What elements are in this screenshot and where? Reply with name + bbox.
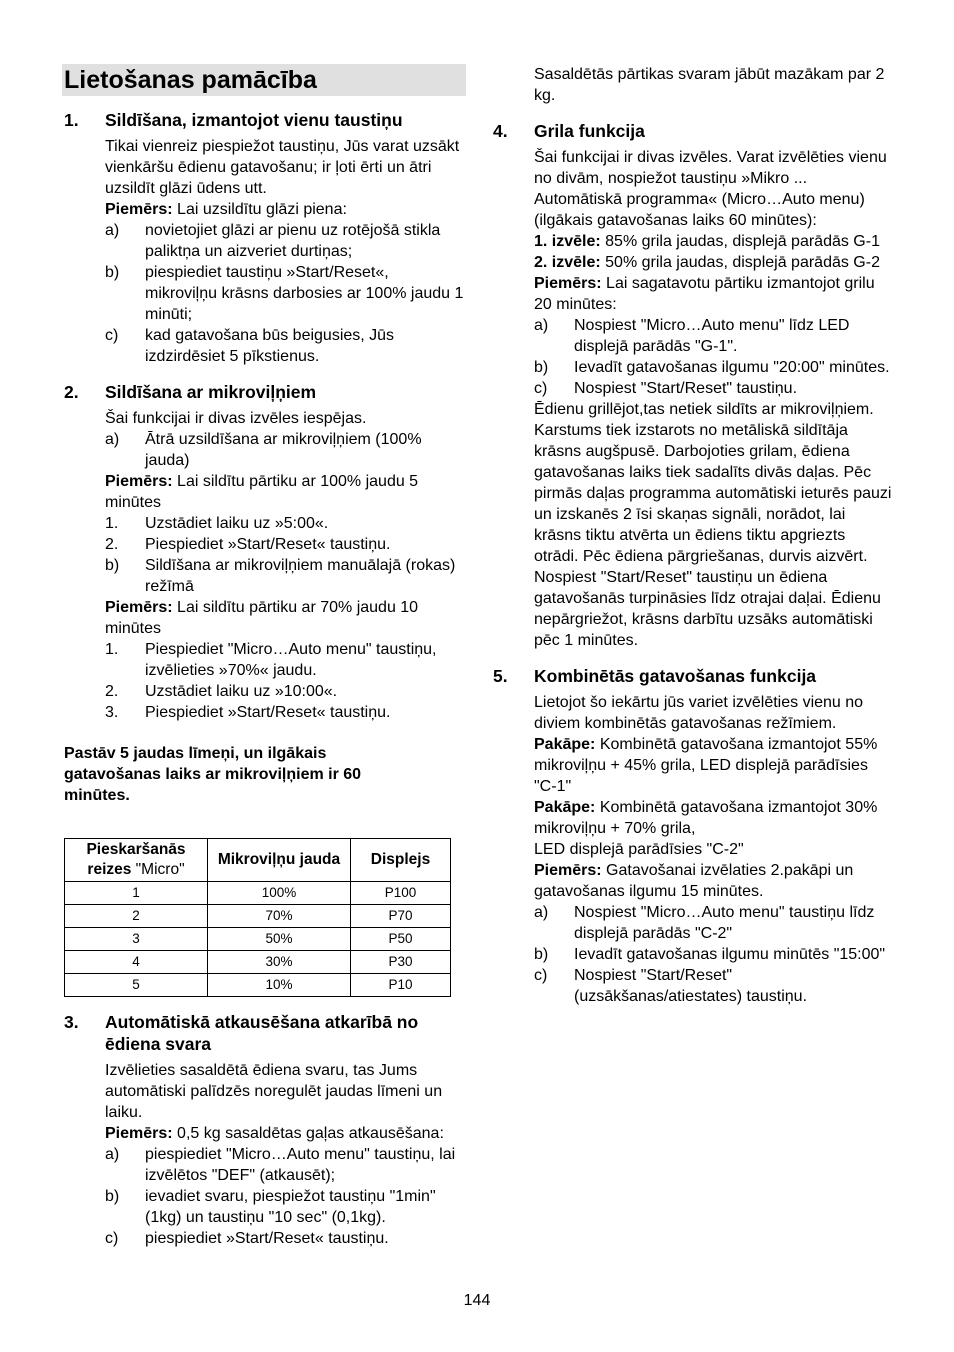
mode-label: Pakāpe: <box>534 736 596 753</box>
paragraph: Tikai vienreiz piespiežot taustiņu, Jūs varat uzsākt vienkāršu ēdienu gatavošanu; ir ļoti ērti un ātri uzsildīt glāzi ūdens utt. <box>105 138 460 197</box>
list-text: Uzstādiet laiku uz »10:00«. <box>145 683 338 700</box>
section-3-heading <box>64 1011 464 1055</box>
table-cell: 3 <box>65 928 208 951</box>
right-column <box>493 64 893 1007</box>
section-5-body <box>534 692 893 1007</box>
example-line <box>534 273 893 315</box>
list-marker: 1. <box>105 641 119 658</box>
section-2-heading <box>64 381 464 403</box>
col-header-display: Displejs <box>351 839 451 882</box>
list-item <box>105 555 464 597</box>
example-text: 0,5 kg sasaldētas gaļas atkausēšana: <box>172 1125 444 1142</box>
list-marker: c) <box>534 967 548 984</box>
example-label: Piemērs: <box>105 599 173 616</box>
table-cell: 2 <box>65 905 208 928</box>
list-text: Piespiediet »Start/Reset« taustiņu. <box>145 704 391 721</box>
list-marker: b) <box>534 359 549 376</box>
example-line <box>105 1123 464 1144</box>
list-text: piespiediet taustiņu »Start/Reset«, mikroviļņu krāsns darbosies ar 100% jaudu 1 minūti; <box>145 264 464 323</box>
section-number: 5. <box>493 666 508 686</box>
section-title: Sildīšana, izmantojot vienu taustiņu <box>105 110 403 130</box>
list-marker: b) <box>534 946 549 963</box>
list-marker: c) <box>534 380 548 397</box>
list-marker: b) <box>105 264 120 281</box>
col-header-presses: Pieskaršanās reizes "Micro" <box>65 839 208 882</box>
list-item <box>105 681 464 702</box>
section-4-body <box>534 147 893 651</box>
list-marker: a) <box>534 317 549 334</box>
list-item <box>105 702 464 723</box>
list-item <box>105 1144 464 1186</box>
list-text: Piespiediet »Start/Reset« taustiņu. <box>145 536 391 553</box>
list-text: Ievadīt gatavošanas ilgumu minūtēs "15:00" <box>574 946 886 963</box>
example-label: Piemērs: <box>105 1125 173 1142</box>
list-marker: b) <box>105 1188 120 1205</box>
list-item <box>105 1186 464 1228</box>
list-item <box>105 513 464 534</box>
mode-line-continued: LED displejā parādīsies "C-2" <box>534 841 744 858</box>
table-cell: P100 <box>351 882 451 905</box>
table-cell: 30% <box>208 951 351 974</box>
list-marker: 3. <box>105 704 119 721</box>
table-cell: 1 <box>65 882 208 905</box>
section-1-body <box>105 136 464 367</box>
choice-line <box>534 231 893 252</box>
list-text: Uzstādiet laiku uz »5:00«. <box>145 515 329 532</box>
example-label: Piemērs: <box>105 473 173 490</box>
mode-line <box>534 797 893 839</box>
list-item <box>105 325 464 367</box>
section-number: 1. <box>64 110 79 130</box>
list-text: piespiediet "Micro…Auto menu" taustiņu, lai izvēlētos "DEF" (atkausēt); <box>145 1146 456 1184</box>
table-header-row <box>65 839 451 882</box>
section-4-heading <box>493 120 893 142</box>
choice-text: 50% grila jaudas, displejā parādās G-2 <box>600 254 880 271</box>
choice-text: 85% grila jaudas, displejā parādās G-1 <box>600 233 880 250</box>
table-cell: 70% <box>208 905 351 928</box>
list-item <box>534 944 893 965</box>
list-item <box>534 902 893 944</box>
table-row <box>65 951 451 974</box>
list-item <box>105 262 464 325</box>
power-levels-table <box>64 838 451 997</box>
section-number: 4. <box>493 121 508 141</box>
list-text: Nospiest "Start/Reset" taustiņu. <box>574 380 798 397</box>
table-cell: 4 <box>65 951 208 974</box>
list-text: novietojiet glāzi ar pienu uz rotējošā stikla paliktņa un aizveriet durtiņas; <box>145 222 441 260</box>
section-number: 2. <box>64 382 79 402</box>
paragraph: Sasaldētās pārtikas svaram jābūt mazākam par 2 kg. <box>534 66 885 104</box>
example-text: Lai sildītu pārtiku ar 70% jaudu 10 minūtes <box>105 599 419 637</box>
section-1-heading <box>64 109 464 131</box>
list-item <box>534 378 893 399</box>
paragraph: Lietojot šo iekārtu jūs variet izvēlēties vienu no diviem kombinētās gatavošanas režīmiem. <box>534 694 864 732</box>
table-cell: 50% <box>208 928 351 951</box>
list-marker: a) <box>105 1146 120 1163</box>
list-text: Sildīšana ar mikroviļņiem manuālajā (rokas) režīmā <box>145 557 456 595</box>
list-text: ievadiet svaru, piespiežot taustiņu "1min" (1kg) un taustiņu "10 sec" (0,1kg). <box>145 1188 436 1226</box>
mode-line <box>534 734 893 797</box>
list-text: Nospiest "Micro…Auto menu" taustiņu līdz displejā parādās "C-2" <box>574 904 875 942</box>
example-line <box>105 199 464 220</box>
choice-label: 2. izvēle: <box>534 254 601 271</box>
list-marker: a) <box>534 904 549 921</box>
list-item <box>105 1228 464 1249</box>
paragraph: Šai funkcijai ir divas izvēles. Varat izvēlēties vienu no divām, nospiežot taustiņu »Mikro ... Automātiskā programma« (Micro…Auto menu) (ilgākais gatavošanas laiks 60 minūtes): <box>534 149 887 229</box>
section-title: Kombinētās gatavošanas funkcija <box>534 666 817 686</box>
example-label: Piemērs: <box>534 275 602 292</box>
example-label: Piemērs: <box>105 201 173 218</box>
example-text: Gatavošanai izvēlaties 2.pakāpi un gatavošanas ilgumu 15 minūtes. <box>534 862 854 900</box>
mode-text: Kombinētā gatavošana izmantojot 55% mikroviļņu + 45% grila, LED displejā parādīsies "C-1" <box>534 736 878 795</box>
list-marker: 1. <box>105 515 119 532</box>
col-header-power: Mikroviļņu jauda <box>208 839 351 882</box>
page-title: Lietošanas pamācība <box>62 64 466 96</box>
section-title: Sildīšana ar mikroviļņiem <box>105 382 317 402</box>
example-text: Lai sagatavotu pārtiku izmantojot grilu 20 minūtes: <box>534 275 875 313</box>
table-cell: P30 <box>351 951 451 974</box>
list-item <box>105 220 464 262</box>
list-text: Nospiest "Start/Reset" (uzsākšanas/atiestates) taustiņu. <box>574 967 808 1005</box>
table-cell: P10 <box>351 974 451 997</box>
paragraph: Ēdienu grillējot,tas netiek sildīts ar mikroviļņiem. Karstums tiek izstarots no metāliskā sildītāja krāsns augšpusē. Darbojoties grilam, ēdiena gatavošanas laiks tiek sadalīts divās daļas. Pēc pirmās daļas programma automātiski ieturēs pauzi un izskanēs 2 īsi skaņas signāli, norādot, lai krāsns tiktu atvērta un ēdiens tiktu apgriezts otrādi. Pēc ēdiena pārgriešanas, durvis aizvērt. Nospiest "Start/Reset" taustiņu un ēdiena gatavošanās turpināsies līdz otrajai daļai. Ēdienu nepārgriežot, krāsns darbītu uzsāks automātiski pēc 1 minūtes. <box>534 401 892 649</box>
paragraph: Šai funkcijai ir divas izvēles iespējas. <box>105 410 367 427</box>
left-column <box>64 64 464 1249</box>
section-number: 3. <box>64 1012 79 1032</box>
table-cell: P70 <box>351 905 451 928</box>
table-cell: 100% <box>208 882 351 905</box>
list-marker: 2. <box>105 683 119 700</box>
mode-label: Pakāpe: <box>534 799 596 816</box>
example-text: Lai sildītu pārtiku ar 100% jaudu 5 minūtes <box>105 473 419 511</box>
list-item <box>105 534 464 555</box>
list-text: Ātrā uzsildīšana ar mikroviļņiem (100% jauda) <box>145 431 422 469</box>
paragraph: Izvēlieties sasaldētā ēdiena svaru, tas Jums automātiski palīdzēs noregulēt jaudas līmeni un laiku. <box>105 1062 443 1121</box>
example-line <box>105 597 464 639</box>
table-row <box>65 928 451 951</box>
table-row <box>65 974 451 997</box>
list-marker: 2. <box>105 536 119 553</box>
list-text: kad gatavošana būs beigusies, Jūs izdzirdēsiet 5 pīkstienus. <box>145 327 395 365</box>
table-row <box>65 882 451 905</box>
example-text: Lai uzsildītu glāzi piena: <box>172 201 347 218</box>
section-5-heading <box>493 665 893 687</box>
table-cell: 5 <box>65 974 208 997</box>
list-item <box>105 429 464 471</box>
list-marker: c) <box>105 1230 119 1247</box>
example-line <box>534 860 893 902</box>
list-marker: b) <box>105 557 120 574</box>
list-text: piespiediet »Start/Reset« taustiņu. <box>145 1230 389 1247</box>
table-cell: 10% <box>208 974 351 997</box>
list-text: Nospiest "Micro…Auto menu" līdz LED displejā parādās "G-1". <box>574 317 850 355</box>
page-number: 144 <box>463 1292 491 1309</box>
choice-line <box>534 252 893 273</box>
section-title: Grila funkcija <box>534 121 645 141</box>
example-label: Piemērs: <box>534 862 602 879</box>
example-line <box>105 471 464 513</box>
table-cell: P50 <box>351 928 451 951</box>
list-item <box>534 357 893 378</box>
list-item <box>534 315 893 357</box>
section-title: Automātiskā atkausēšana atkarībā no ēdiena svara <box>105 1012 419 1054</box>
list-item <box>534 965 893 1007</box>
table-row <box>65 905 451 928</box>
list-marker: a) <box>105 431 120 448</box>
choice-label: 1. izvēle: <box>534 233 601 250</box>
list-marker: a) <box>105 222 120 239</box>
list-text: Ievadīt gatavošanas ilgumu "20:00" minūtes. <box>574 359 890 376</box>
section-3-body <box>105 1060 464 1249</box>
section-2-body <box>105 408 464 723</box>
list-text: Piespiediet "Micro…Auto menu" taustiņu, izvēlieties »70%« jaudu. <box>145 641 437 679</box>
mode-text: Kombinētā gatavošana izmantojot 30% mikroviļņu + 70% grila, <box>534 799 878 837</box>
power-levels-note: Pastāv 5 jaudas līmeņi, un ilgākais gatavošanas laiks ar mikroviļņiem ir 60 minūtes. <box>64 745 362 804</box>
list-item <box>105 639 464 681</box>
list-marker: c) <box>105 327 119 344</box>
